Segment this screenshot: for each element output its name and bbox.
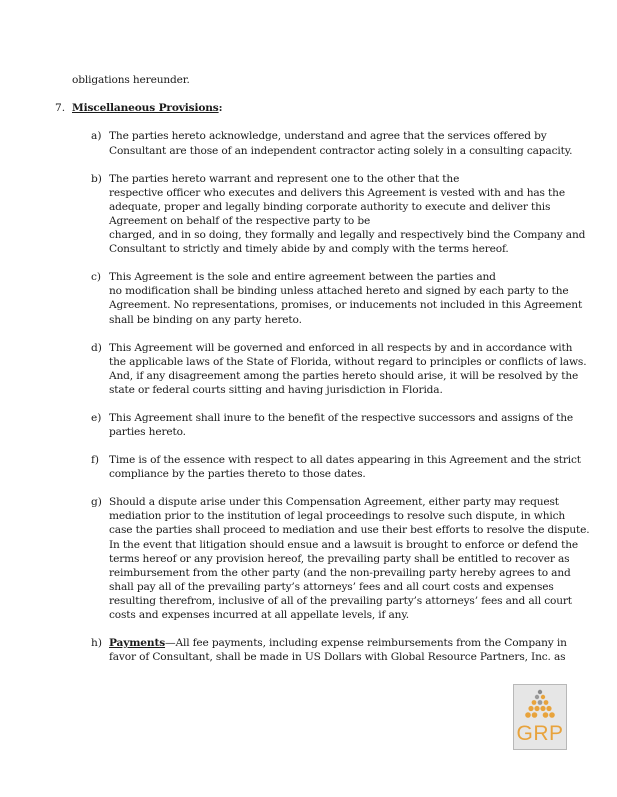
item-b-line: Agreement on behalf of the respective party to be [109,215,371,227]
item-g-line: shall pay all of the prevailing party’s attorneys’ fees and all court costs and expenses [109,581,554,593]
section-number: 7. [55,102,66,114]
item-g-line: terms hereof or any provision hereof, the prevailing party shall be entitled to recover as [109,553,570,565]
item-label-a: a) [91,130,102,142]
item-label-f: f) [91,454,100,466]
item-g-line: In the event that litigation should ensue and a lawsuit is brought to enforce or defend the [109,539,579,551]
item-d-line: state or federal courts sitting and having jurisdiction in Florida. [109,384,443,396]
item-label-e: e) [91,412,102,424]
item-c-line: Agreement. No representations, promises, or inducements not included in this Agreement [109,299,583,311]
item-e-line: This Agreement shall inure to the benefit of the respective successors and assigns of the [109,412,573,424]
section-colon: : [218,102,223,114]
payments-heading: Payments [109,637,166,649]
item-b-line: The parties hereto warrant and represent one to the other that the [109,173,460,185]
item-h-text: —All fee payments, including expense reimbursements from the Company in [165,637,567,649]
item-b-line: adequate, proper and legally binding corporate authority to execute and deliver this [109,201,551,213]
item-h-line: favor of Consultant, shall be made in US Dollars with Global Resource Partners, Inc. as [109,651,566,663]
item-g-line: costs and expenses incurred at all appellate levels, if any. [109,609,410,621]
item-b-line: respective officer who executes and delivers this Agreement is vested with and has the [109,187,565,199]
section-heading [72,101,222,115]
item-label-h: h) [91,637,102,649]
intro-line: obligations hereunder. [72,74,190,86]
item-a-line: Consultant are those of an independent contractor acting solely in a consulting capacity. [109,145,573,157]
item-f-line: Time is of the essence with respect to all dates appearing in this Agreement and the strict [109,454,581,466]
item-g-line: mediation prior to the institution of legal proceedings to resolve such dispute, in which [109,510,566,522]
grp-logo-text: GRP [516,722,564,745]
item-b-line: charged, and in so doing, they formally and legally and respectively bind the Company and [109,229,586,241]
item-c-line: no modification shall be binding unless attached hereto and signed by each party to the [109,285,569,297]
item-d-line: the applicable laws of the State of Florida, without regard to principles or conflicts of laws. [109,356,587,368]
item-label-g: g) [91,496,102,508]
item-d-line: This Agreement will be governed and enforced in all respects by and in accordance with [109,342,573,354]
item-label-c: c) [91,271,102,283]
item-g-line: reimbursement from the other party (and the non-prevailing party hereby agrees to and [109,567,571,579]
item-c-line: This Agreement is the sole and entire agreement between the parties and [109,271,496,283]
item-label-d: d) [91,342,102,354]
item-c-line: shall be binding on any party hereto. [109,314,302,326]
item-h-line [109,636,567,650]
item-f-line: compliance by the parties thereto to those dates. [109,468,366,480]
item-d-line: And, if any disagreement among the parties hereto should arise, it will be resolved by the [109,370,579,382]
grp-logo [513,684,567,750]
section-title: Miscellaneous Provisions [72,102,219,114]
item-b-line: Consultant to strictly and timely abide by and comply with the terms hereof. [109,243,509,255]
item-g-line: case the parties shall proceed to mediation and use their best efforts to resolve the dispute. [109,524,590,536]
item-e-line: parties hereto. [109,426,186,438]
item-g-line: Should a dispute arise under this Compensation Agreement, either party may request [109,496,559,508]
item-g-line: resulting therefrom, inclusive of all of the prevailing party’s attorneys’ fees and all court [109,595,572,607]
item-a-line: The parties hereto acknowledge, understand and agree that the services offered by [109,130,547,142]
item-label-b: b) [91,173,102,185]
